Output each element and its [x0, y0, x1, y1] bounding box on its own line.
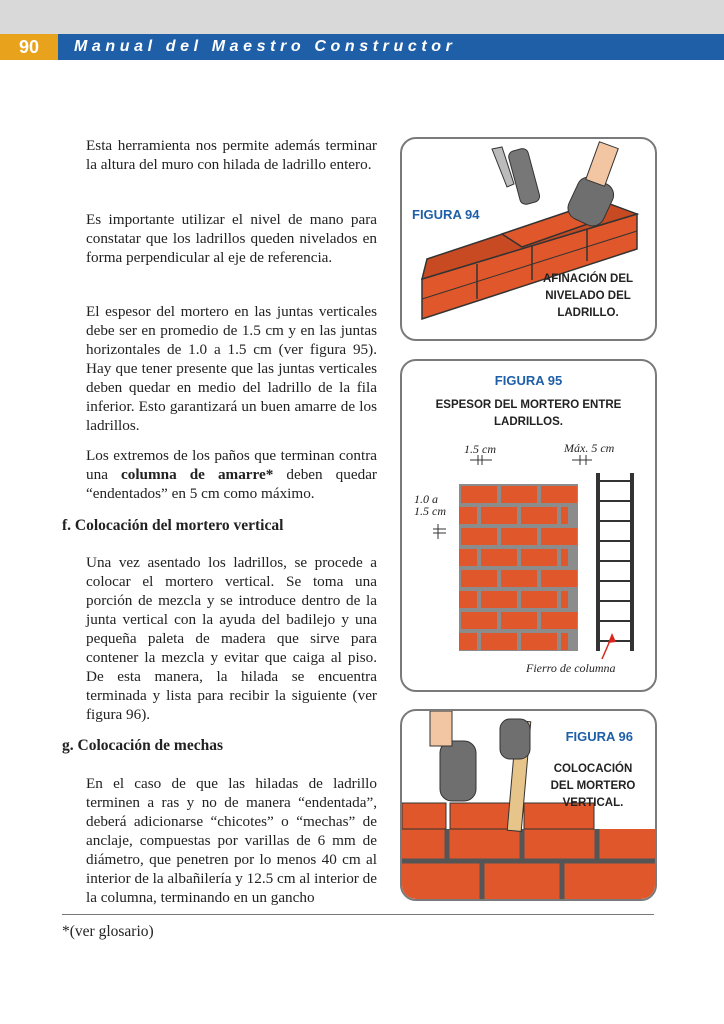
brick — [481, 633, 517, 650]
brick — [541, 612, 577, 629]
figure-96-box — [400, 709, 657, 901]
top-strip — [0, 0, 724, 34]
figure-94-label: FIGURA 94 — [412, 207, 480, 222]
brick — [561, 549, 568, 566]
figure-95-label: FIGURA 95 — [494, 373, 563, 388]
brick — [561, 633, 568, 650]
brick — [501, 528, 537, 545]
brick — [461, 486, 497, 503]
dim-horizontal-joint: 1.0 a 1.5 cm — [414, 492, 446, 518]
brick — [561, 507, 568, 524]
paragraph-1: Esta herramienta nos permite además terminar la altura del muro con hilada de ladrillo entero. — [86, 137, 377, 173]
brick — [459, 633, 477, 650]
dim-max-indent: Máx. 5 cm — [564, 441, 615, 455]
brick — [459, 591, 477, 608]
brick — [521, 549, 557, 566]
bold-term: columna de amarre* — [120, 466, 274, 483]
brick — [541, 570, 577, 587]
brick — [461, 612, 497, 629]
pointer-arrowhead — [608, 633, 616, 643]
book-title: Manual del Maestro Constructor — [74, 38, 457, 55]
paragraph-5: Una vez asentado los ladrillos, se procede a colocar el mortero vertical. Se toma una porción de mezcla y se introduce dentro de la junta vertical con la ayuda del badilejo y una pequeña paleta de madera que sirve para contener la mezcla y evitar que caiga al piso. De esta manera, la hilada se encuentra terminada y lista para recibir la siguiente (ver figura 96). — [86, 554, 377, 723]
brick — [459, 549, 477, 566]
brick — [521, 633, 557, 650]
heading-g: g. Colocación de mechas — [62, 737, 224, 754]
brick-wall-illustration — [402, 803, 655, 899]
paragraph-6: En el caso de que las hiladas de ladrillo terminen a ras y no de manera “endentada”, deberá adicionarse “chicotes” o “mechas” de anclaje, compuestas por varillas de 6 mm de diámetro, que penetren por lo menos 40 cm al interior de la albañilería y 12.5 cm al interior de la columna, terminando en un gancho — [86, 775, 377, 906]
brick — [561, 591, 568, 608]
paragraph-4: Los extremos de los paños que terminan contra una columna de amarre* deben quedar “endentados” en 5 cm como máximo. — [86, 447, 377, 502]
paragraph-3: El espesor del mortero en las juntas verticales debe ser en promedio de 1.5 cm y en las juntas horizontales de 1.0 a 1.5 cm (ver figura 95). Hay que tener presente que las juntas verticales deben quedar en medio del ladrillo de la fila inferior. Esto garantizará un buen amarre de los ladrillos. — [86, 303, 377, 434]
footnote: *(ver glosario) — [62, 923, 154, 940]
brick — [501, 486, 537, 503]
column-rebar-label: Fierro de columna — [526, 661, 616, 675]
figure-96-caption: COLOCACIÓN DEL MORTERO VERTICAL. — [550, 763, 636, 809]
figure-94-caption: AFINACIÓN DEL NIVELADO DEL LADRILLO. — [542, 273, 634, 319]
brick — [481, 549, 517, 566]
figure-95-box — [400, 359, 657, 692]
dim-vertical-joint: 1.5 cm — [464, 442, 496, 456]
brick — [501, 612, 537, 629]
paragraph-2: Es importante utilizar el nivel de mano para constatar que los ladrillos queden nivelados en forma perpendicular al eje de referencia. — [86, 211, 377, 266]
page-number: 90 — [0, 34, 58, 60]
brick — [521, 507, 557, 524]
brick — [461, 570, 497, 587]
footnote-divider — [62, 914, 654, 915]
figure-96-label: FIGURA 96 — [565, 729, 633, 744]
figure-95-illustration — [402, 361, 655, 690]
figure-94-box — [400, 137, 657, 341]
brick — [481, 591, 517, 608]
brick — [461, 528, 497, 545]
brick — [501, 570, 537, 587]
trowel-icon — [492, 147, 541, 206]
brick — [459, 507, 477, 524]
brick — [481, 507, 517, 524]
brick — [521, 591, 557, 608]
brick — [541, 528, 577, 545]
brick — [541, 486, 577, 503]
page-header — [0, 34, 724, 60]
figure-95-caption: ESPESOR DEL MORTERO ENTRE LADRILLOS. — [435, 399, 622, 428]
heading-f: f. Colocación del mortero vertical — [62, 517, 284, 534]
